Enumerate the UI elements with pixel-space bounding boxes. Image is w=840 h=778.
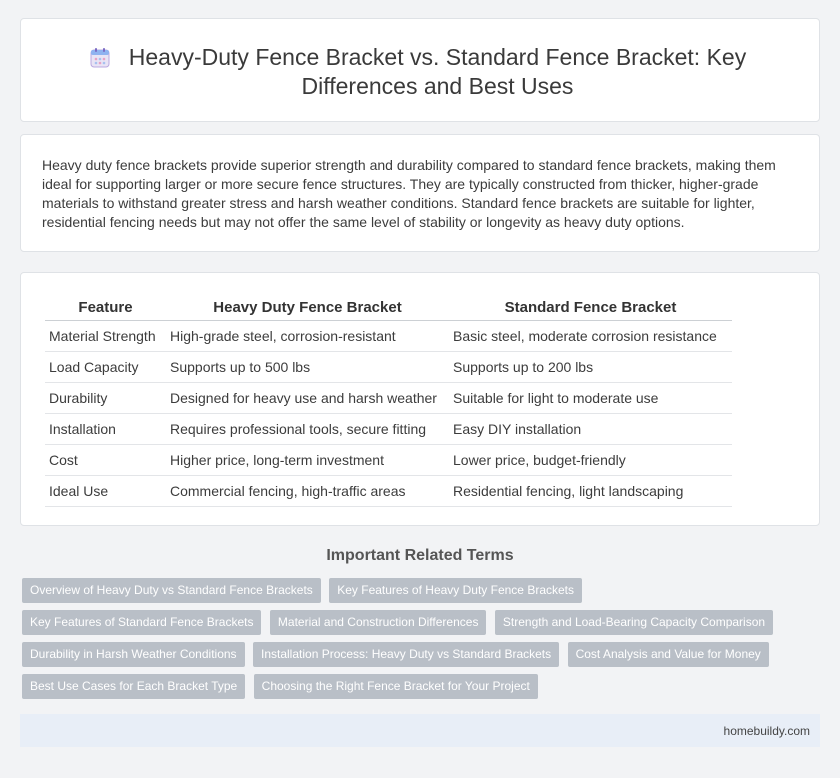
feature-cell: Ideal Use	[45, 475, 166, 506]
table-row	[45, 444, 732, 475]
intro-paragraph: Heavy duty fence brackets provide superior strength and durability compared to standard fence brackets, making them ideal for supporting larger or more secure fence structures. They are typically constructed from thicker, higher-grade materials to withstand greater stress and harsh weather conditions. Standard fence brackets are suitable for lighter, residential fencing needs but may not offer the same level of stability or longevity as heavy duty options.	[42, 157, 776, 230]
heavy-duty-cell: Requires professional tools, secure fitting	[166, 413, 449, 444]
heavy-duty-cell: Higher price, long-term investment	[166, 444, 449, 475]
related-term-tag[interactable]: Material and Construction Differences	[270, 610, 487, 635]
heavy-duty-cell: Designed for heavy use and harsh weather	[166, 382, 449, 413]
page-title: Heavy-Duty Fence Bracket vs. Standard Fence Bracket: Key Differences and Best Uses	[128, 44, 747, 99]
heavy-duty-cell: Commercial fencing, high-traffic areas	[166, 475, 449, 506]
related-term-tag[interactable]: Choosing the Right Fence Bracket for Your Project	[254, 674, 538, 699]
related-term-tag[interactable]: Key Features of Standard Fence Brackets	[22, 610, 261, 635]
related-term-tag[interactable]: Overview of Heavy Duty vs Standard Fence Brackets	[22, 578, 321, 603]
standard-cell: Supports up to 200 lbs	[449, 351, 732, 382]
related-term-tag[interactable]: Installation Process: Heavy Duty vs Standard Brackets	[253, 642, 559, 667]
feature-cell: Load Capacity	[45, 351, 166, 382]
header-feature: Feature	[45, 295, 166, 320]
related-term-tag[interactable]: Cost Analysis and Value for Money	[568, 642, 769, 667]
standard-cell: Lower price, budget-friendly	[449, 444, 732, 475]
standard-cell: Easy DIY installation	[449, 413, 732, 444]
standard-cell: Suitable for light to moderate use	[449, 382, 732, 413]
comparison-card	[20, 272, 820, 526]
intro-card	[20, 134, 820, 252]
table-row	[45, 382, 732, 413]
related-terms-heading: Important Related Terms	[326, 547, 514, 564]
related-term-tag[interactable]: Key Features of Heavy Duty Fence Brackets	[329, 578, 582, 603]
related-term-tag[interactable]: Best Use Cases for Each Bracket Type	[22, 674, 245, 699]
header-standard: Standard Fence Bracket	[449, 295, 732, 320]
footer	[20, 714, 820, 747]
heavy-duty-cell: Supports up to 500 lbs	[166, 351, 449, 382]
table-header-row	[45, 295, 732, 320]
heavy-duty-cell: High-grade steel, corrosion-resistant	[166, 320, 449, 351]
footer-site-name[interactable]: homebuildy.com	[723, 724, 810, 738]
feature-cell: Cost	[45, 444, 166, 475]
table-row	[45, 475, 732, 506]
related-term-tag[interactable]: Durability in Harsh Weather Conditions	[22, 642, 245, 667]
comparison-table	[45, 295, 732, 507]
feature-cell: Durability	[45, 382, 166, 413]
table-row	[45, 320, 732, 351]
standard-cell: Basic steel, moderate corrosion resistance	[449, 320, 732, 351]
related-terms-list	[22, 578, 822, 706]
title-card	[20, 18, 820, 122]
header-heavy-duty: Heavy Duty Fence Bracket	[166, 295, 449, 320]
feature-cell: Material Strength	[45, 320, 166, 351]
standard-cell: Residential fencing, light landscaping	[449, 475, 732, 506]
table-row	[45, 351, 732, 382]
feature-cell: Installation	[45, 413, 166, 444]
related-term-tag[interactable]: Strength and Load-Bearing Capacity Comparison	[495, 610, 773, 635]
table-row	[45, 413, 732, 444]
